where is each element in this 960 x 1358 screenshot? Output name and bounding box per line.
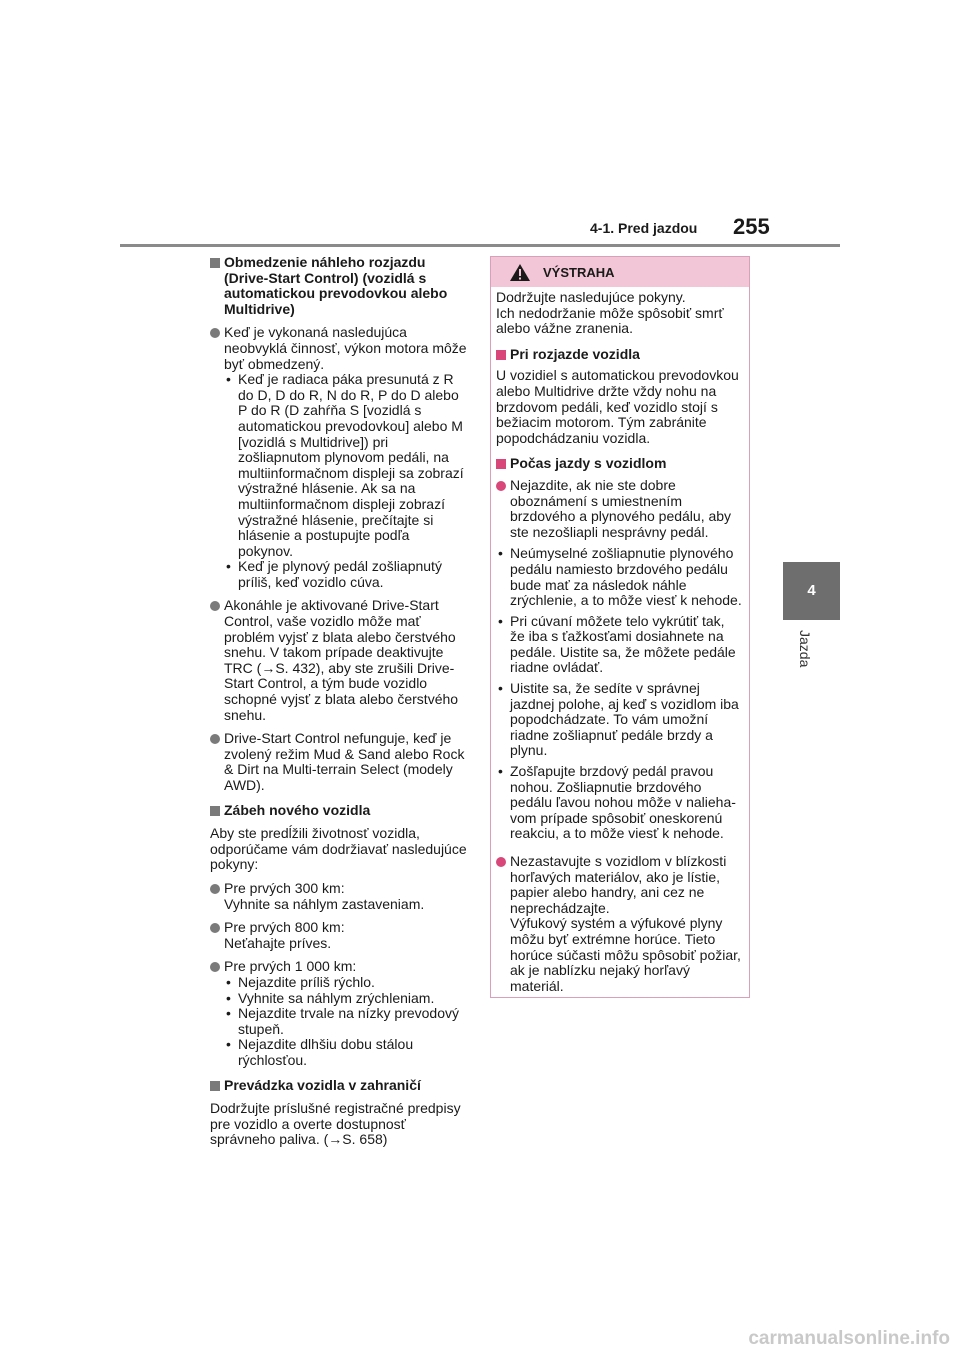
sub-list-item: • Nejazdite trvale na nízky prevodový stupeň.	[224, 1006, 468, 1037]
chapter-tab-label: Jazda	[797, 630, 813, 668]
bullet-item	[210, 881, 468, 912]
sub-list-item: • Vyhnite sa náhlym zrýchleniam.	[224, 991, 468, 1007]
bullet-item	[210, 731, 468, 793]
sub-list	[224, 372, 468, 590]
bullet-text: Akonáhle je aktivované Drive-Start Control, vaše vozidlo môže mať problém vyjsť z blata alebo čerstvého snehu. V takom prípade deaktivujte TRC (→S. 432), aby ste zrušili Drive-Start Control, a tým bude vozidlo schopné vyjsť z blata alebo čerstvého snehu.	[224, 597, 459, 723]
paragraph: Aby ste predĺžili životnosť vozidla, odporúčame vám dodržiavať nasledujúce pokyny:	[210, 825, 467, 873]
paragraph: Dodržujte príslušné registračné predpisy pre vozidlo a overte dostupnosť správneho paliva. (→S. 658)	[210, 1100, 461, 1148]
warning-content	[496, 290, 742, 994]
bullet-text: Pre prvých 300 km: Vyhnite sa náhlym zastaveniam.	[224, 879, 425, 912]
warning-bullet	[496, 478, 742, 540]
warning-sub-item: • Uistite sa, že sedíte v správnej jazdnej polohe, aj keď s vozidlom iba popodchádzate. To vám umožní riadne zošliapnuť pedále brzdy a plynu.	[496, 681, 742, 759]
bullet-item	[210, 920, 468, 951]
paragraph: U vozidiel s automatickou prevodovkou alebo Multidrive držte vždy nohu na brzdovom pedáli, keď vozidlo stojí s bežiacim motorom. Tým zabránite popodchádzaniu vozidla.	[496, 367, 739, 446]
section-heading-drive-start: Obmedzenie náhleho rozjazdu (Drive-Start Control) (vozidlá s automatickou prevodovkou alebo Multidrive)	[210, 255, 468, 317]
bullet-text: Pre prvých 800 km: Neťahajte príves.	[224, 919, 345, 951]
warning-heading-driving: Počas jazdy s vozidlom	[496, 456, 742, 472]
warning-title: VÝSTRAHA	[543, 265, 615, 280]
bullet-text: Nejazdite, ak nie ste dobre oboznámení s umiestnením brzdového a plynového pedálu, aby ste nezošliapli nesprávny pedál.	[510, 476, 732, 540]
warning-sub-item: • Zošľapujte brzdový pedál pravou nohou. Zošliapnutie brzdového pedálu ľavou nohou môže v naliehavom prípade spôsobiť oneskorenú reakciu, a to môže viesť k nehode.	[496, 764, 742, 842]
section-heading-break-in: Zábeh nového vozidla	[210, 803, 468, 819]
warning-heading-start: Pri rozjazde vozidla	[496, 347, 742, 363]
bullet-item	[210, 959, 468, 1068]
bullet-text: Pre prvých 1 000 km:	[224, 958, 357, 975]
warning-bullet	[496, 854, 742, 994]
watermark: carmanualsonline.info	[748, 1328, 950, 1349]
warning-triangle-icon	[509, 263, 531, 282]
section-title: 4-1. Pred jazdou	[590, 220, 698, 236]
section-heading-abroad: Prevádzka vozidla v zahraničí	[210, 1078, 468, 1094]
warning-header	[491, 257, 749, 287]
sub-list	[224, 975, 468, 1069]
page-number: 255	[733, 214, 770, 239]
warning-sub-item: • Pri cúvaní môžete telo vykrútiť tak, že iba s ťažkosťami dosiahnete na pedále. Uistite sa, že môžete pedále riadne ovládať.	[496, 614, 742, 676]
chapter-tab[interactable]	[783, 562, 840, 620]
chapter-tab-number: 4	[807, 582, 816, 599]
warning-sub-item: • Neúmyselné zošliapnutie plynového pedálu namiesto brzdového pedálu bude mať za následok náhle zrýchlenie, a to môže viesť k nehode.	[496, 546, 742, 608]
bullet-item	[210, 325, 468, 590]
bullet-item	[210, 598, 468, 723]
bullet-text: Keď je vykonaná nasledujúca neobvyklá činnosť, výkon motora môže byť obmedzený.	[224, 324, 467, 372]
warning-intro: Dodržujte nasledujúce pokyny. Ich nedodržanie môže spôsobiť smrť alebo vážne zranenia.	[496, 289, 724, 337]
bullet-text: Drive-Start Control nefunguje, keď je zvolený režim Mud & Sand alebo Rock & Dirt na Multi-terrain Select (modely AWD).	[224, 730, 465, 793]
warning-sub-list	[496, 546, 742, 842]
left-column	[210, 255, 468, 1148]
sub-list-item: • Keď je radiaca páka presunutá z R do D, D do R, N do R, P do D alebo P do R (D zahŕňa S [vozidlá s automatickou prevodovkou] alebo M [vozidlá s Multidrive]) pri zošliapnutom plynovom pedáli, na multiinformačnom displeji sa zobrazí výstražné hlásenie. Ak sa na multiinformačnom displeji zobrazí výstražné hlásenie, prečítajte si hlásenie a postupujte podľa pokynov.	[224, 372, 468, 559]
sub-list-item: • Nejazdite dlhšiu dobu stálou rýchlosťou.	[224, 1037, 468, 1068]
header-rule	[120, 244, 840, 247]
bullet-text: Nezastavujte s vozidlom v blízkosti horľavých materiálov, ako je lístie, papier alebo handry, ani cez ne neprechádzajte. Výfukový systém a výfukové plyny môžu byť extrémne horúce. Tieto horúce súčasti môžu spôsobiť požiar, ak je nablízku nejaký horľavý materiál.	[510, 853, 741, 994]
sub-list-item: • Nejazdite príliš rýchlo.	[224, 975, 468, 991]
sub-list-item: • Keď je plynový pedál zošliapnutý príliš, keď vozidlo cúva.	[224, 559, 468, 590]
